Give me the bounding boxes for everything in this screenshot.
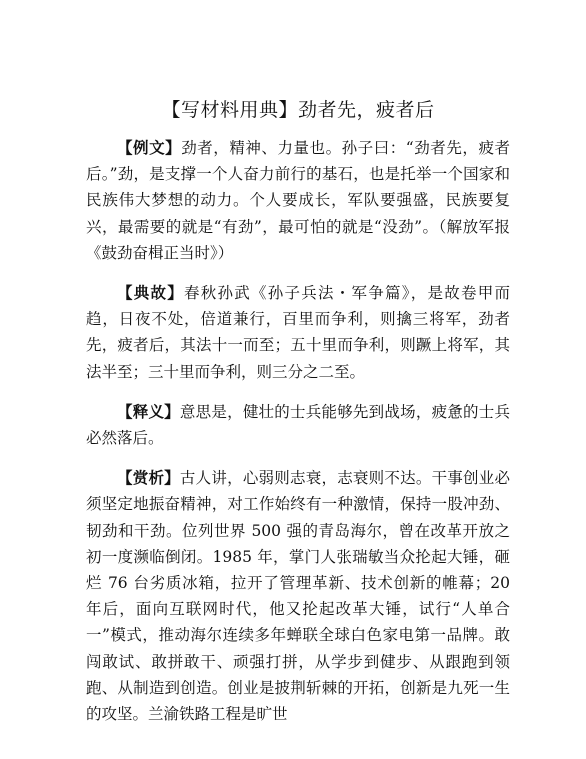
paragraph-text: 劲者，精神、力量也。孙子曰：“劲者先，疲者后。”劲，是支撑一个人奋力前行的基石，也是托举一个国家和民族伟大梦想的动力。个人要成长，军队要强盛，民族要复兴，最需要的就是“有劲”，最可怕的就是“没劲”。（解放军报《鼓劲奋楫正当时》） — [86, 139, 510, 262]
paragraph-text: 意思是，健壮的士兵能够先到战场，疲惫的士兵必然落后。 — [86, 402, 510, 448]
page-title: 【写材料用典】劲者先，疲者后 — [161, 99, 435, 121]
paragraph-text: 春秋孙武《孙子兵法・军争篇》，是故卷甲而趋，日夜不处，倍道兼行，百里而争利，则擒三将军，劲者先，疲者后，其法十一而至；五十里而争利，则蹶上将军，其法半至；三十里而争利，则三分之二至。 — [86, 284, 510, 381]
paragraph-example — [86, 135, 510, 266]
paragraph-tag: 【赏析】 — [117, 468, 180, 488]
paragraph-tag: 【典故】 — [117, 283, 184, 303]
paragraph-text: 古人讲，心弱则志衰，志衰则不达。干事创业必须坚定地振奋精神，对工作始终有一种激情，保持一股冲劲、韧劲和干劲。位列世界 500 强的青岛海尔，曾在改革开放之初一度濒临倒闭。1985 年，掌门人张瑞敏当众抡起大锤，砸烂 76 台劣质冰箱，拉开了管理革新、技术创新的帷幕；20 年后，面向互联网时代，他又抡起改革大锤，试行“人单合一”模式，推动海尔连续多年蝉联全球白色家电第一品牌。敢闯敢试、敢拼敢干、顽强打拼，从学步到健步、从跟跑到领跑、从制造到创造。创业是披荆斩棘的开拓，创新是九死一生的攻坚。兰渝铁路工程是旷世 — [86, 469, 510, 724]
paragraph-tag: 【例文】 — [117, 138, 182, 157]
paragraph-allusion — [86, 280, 510, 385]
paragraph-meaning — [86, 399, 510, 451]
paragraph-appreciation — [86, 465, 510, 727]
paragraph-tag: 【释义】 — [117, 401, 180, 421]
